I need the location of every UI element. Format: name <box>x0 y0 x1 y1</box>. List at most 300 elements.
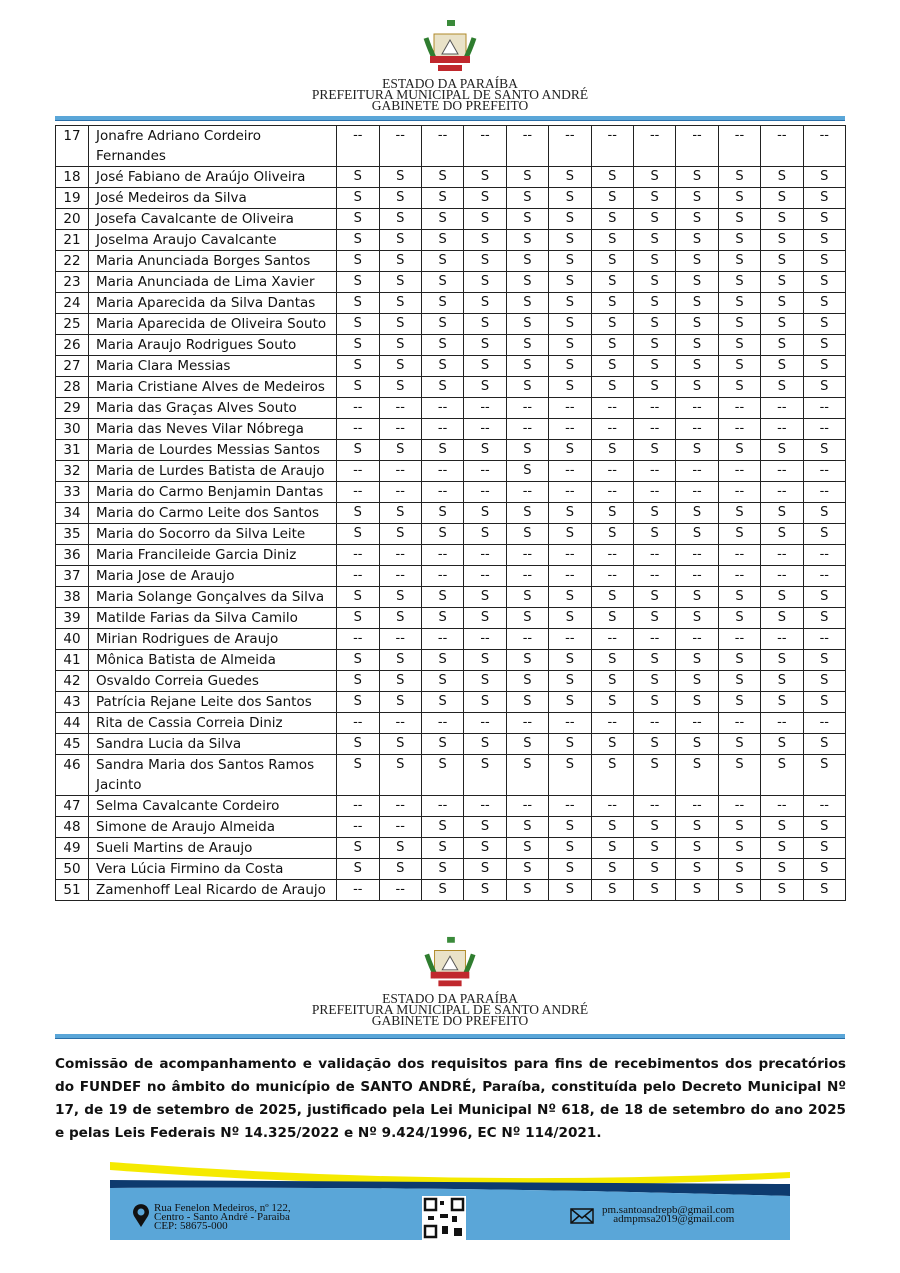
status-cell: S <box>591 440 633 461</box>
status-cell: -- <box>633 566 675 587</box>
table-row <box>56 880 846 901</box>
person-name: Vera Lúcia Firmino da Costa <box>89 859 337 880</box>
status-cell: S <box>676 377 718 398</box>
status-cell: -- <box>718 419 760 440</box>
table-row <box>56 167 846 188</box>
table-row <box>56 377 846 398</box>
row-number: 32 <box>56 461 89 482</box>
status-cell: S <box>676 272 718 293</box>
status-cell: -- <box>676 482 718 503</box>
status-cell: S <box>718 440 760 461</box>
status-cell: S <box>591 356 633 377</box>
status-cell: S <box>718 314 760 335</box>
status-cell: -- <box>761 629 803 650</box>
status-cell: S <box>718 587 760 608</box>
table-row <box>56 272 846 293</box>
status-cell: S <box>464 734 506 755</box>
email-envelope-icon <box>570 1206 594 1224</box>
row-number: 34 <box>56 503 89 524</box>
person-name: Maria Araujo Rodrigues Souto <box>89 335 337 356</box>
status-cell: S <box>379 377 421 398</box>
table-row <box>56 838 846 859</box>
status-cell: S <box>337 503 379 524</box>
qr-code-icon <box>422 1196 466 1240</box>
person-name: Zamenhoff Leal Ricardo de Araujo <box>89 880 337 901</box>
status-cell: -- <box>549 419 591 440</box>
status-cell: S <box>591 377 633 398</box>
status-cell: S <box>506 272 548 293</box>
row-number: 38 <box>56 587 89 608</box>
person-name: Patrícia Rejane Leite dos Santos <box>89 692 337 713</box>
person-name: Maria das Graças Alves Souto <box>89 398 337 419</box>
status-cell: -- <box>591 461 633 482</box>
status-cell: S <box>464 755 506 796</box>
status-cell: S <box>464 880 506 901</box>
status-cell: S <box>761 293 803 314</box>
status-cell: S <box>591 608 633 629</box>
status-cell: -- <box>421 713 463 734</box>
status-cell: S <box>464 209 506 230</box>
status-cell: S <box>379 755 421 796</box>
status-cell: S <box>591 188 633 209</box>
status-cell: S <box>761 650 803 671</box>
status-cell: -- <box>591 629 633 650</box>
status-cell: -- <box>337 398 379 419</box>
status-cell: -- <box>421 419 463 440</box>
status-cell: S <box>591 230 633 251</box>
header-divider <box>55 1034 845 1039</box>
person-name: Maria Anunciada de Lima Xavier <box>89 272 337 293</box>
status-cell: S <box>421 230 463 251</box>
status-cell: S <box>803 503 845 524</box>
person-name: Maria do Carmo Benjamin Dantas <box>89 482 337 503</box>
row-number: 47 <box>56 796 89 817</box>
status-cell: -- <box>549 545 591 566</box>
person-name: Selma Cavalcante Cordeiro <box>89 796 337 817</box>
status-cell: S <box>761 587 803 608</box>
status-cell: -- <box>676 796 718 817</box>
status-cell: S <box>464 859 506 880</box>
table-row <box>56 293 846 314</box>
status-cell: S <box>464 251 506 272</box>
table-row <box>56 734 846 755</box>
table-row <box>56 650 846 671</box>
status-cell: S <box>421 838 463 859</box>
status-cell: S <box>421 524 463 545</box>
status-cell: S <box>549 671 591 692</box>
status-cell: S <box>676 440 718 461</box>
status-cell: S <box>633 503 675 524</box>
person-name: Maria Clara Messias <box>89 356 337 377</box>
status-cell: S <box>803 859 845 880</box>
status-cell: -- <box>337 880 379 901</box>
status-cell: -- <box>464 126 506 167</box>
status-cell: S <box>549 335 591 356</box>
status-cell: S <box>591 859 633 880</box>
status-cell: S <box>506 314 548 335</box>
status-cell: -- <box>337 817 379 838</box>
person-name: Rita de Cassia Correia Diniz <box>89 713 337 734</box>
status-cell: S <box>506 650 548 671</box>
status-cell: S <box>506 524 548 545</box>
status-cell: S <box>506 734 548 755</box>
row-number: 25 <box>56 314 89 335</box>
table-row <box>56 251 846 272</box>
row-number: 26 <box>56 335 89 356</box>
status-cell: S <box>421 440 463 461</box>
status-cell: -- <box>591 419 633 440</box>
status-cell: S <box>506 692 548 713</box>
row-number: 37 <box>56 566 89 587</box>
row-number: 36 <box>56 545 89 566</box>
status-cell: S <box>676 859 718 880</box>
header-state: ESTADO DA PARAÍBA <box>382 76 518 91</box>
status-cell: S <box>761 188 803 209</box>
row-number: 43 <box>56 692 89 713</box>
status-cell: S <box>506 838 548 859</box>
status-cell: S <box>633 671 675 692</box>
status-cell: S <box>761 859 803 880</box>
status-cell: -- <box>421 482 463 503</box>
row-number: 45 <box>56 734 89 755</box>
table-row <box>56 545 846 566</box>
status-cell: -- <box>506 126 548 167</box>
status-cell: S <box>803 671 845 692</box>
table-row <box>56 314 846 335</box>
status-cell: -- <box>761 419 803 440</box>
status-cell: S <box>421 377 463 398</box>
person-name: Maria das Neves Vilar Nóbrega <box>89 419 337 440</box>
status-cell: S <box>591 524 633 545</box>
status-cell: S <box>549 524 591 545</box>
row-number: 20 <box>56 209 89 230</box>
row-number: 44 <box>56 713 89 734</box>
status-cell: S <box>464 272 506 293</box>
status-cell: -- <box>421 398 463 419</box>
status-cell: S <box>761 524 803 545</box>
status-cell: S <box>337 671 379 692</box>
status-cell: -- <box>421 629 463 650</box>
status-cell: -- <box>761 566 803 587</box>
status-cell: S <box>464 335 506 356</box>
status-cell: S <box>379 587 421 608</box>
status-cell: S <box>506 230 548 251</box>
status-cell: -- <box>379 482 421 503</box>
status-cell: S <box>549 377 591 398</box>
status-cell: -- <box>379 880 421 901</box>
status-cell: S <box>676 524 718 545</box>
status-cell: S <box>379 440 421 461</box>
person-name: Mônica Batista de Almeida <box>89 650 337 671</box>
status-cell: S <box>591 587 633 608</box>
status-cell: S <box>803 817 845 838</box>
status-cell: -- <box>506 482 548 503</box>
status-cell: S <box>761 503 803 524</box>
table-row <box>56 713 846 734</box>
status-cell: S <box>549 755 591 796</box>
status-cell: S <box>421 650 463 671</box>
status-cell: S <box>549 251 591 272</box>
status-cell: S <box>379 524 421 545</box>
status-cell: S <box>761 440 803 461</box>
commission-statement: Comissão de acompanhamento e validação dos requisitos para fins de recebimentos dos precatórios do FUNDEF no âmbito do município de SANTO ANDRÉ, Paraíba, constituída pelo Decreto Municipal Nº 17, de 19 de setembro de 2025, justificado pela Lei Municipal Nº 618, de 18 de setembro do ano 2025 e pelas Leis Federais Nº 14.325/2022 e Nº 9.424/1996, EC Nº 114/2021. <box>55 1056 846 1141</box>
status-cell: S <box>379 314 421 335</box>
table-row <box>56 817 846 838</box>
status-cell: S <box>676 734 718 755</box>
status-cell: S <box>676 671 718 692</box>
status-cell: -- <box>506 629 548 650</box>
status-cell: -- <box>761 482 803 503</box>
status-cell: S <box>761 608 803 629</box>
status-cell: S <box>761 377 803 398</box>
status-cell: S <box>633 188 675 209</box>
status-cell: S <box>421 251 463 272</box>
status-cell: S <box>549 230 591 251</box>
row-number: 30 <box>56 419 89 440</box>
status-cell: S <box>718 734 760 755</box>
status-cell: -- <box>506 796 548 817</box>
status-cell: S <box>464 817 506 838</box>
page-header-2 <box>0 935 900 1026</box>
row-number: 51 <box>56 880 89 901</box>
status-cell: S <box>464 587 506 608</box>
table-row <box>56 188 846 209</box>
status-cell: S <box>633 859 675 880</box>
status-cell: S <box>633 440 675 461</box>
status-cell: -- <box>464 419 506 440</box>
table-row <box>56 524 846 545</box>
status-cell: S <box>633 314 675 335</box>
status-cell: -- <box>676 398 718 419</box>
status-cell: S <box>506 251 548 272</box>
status-cell: -- <box>379 419 421 440</box>
coat-of-arms-logo <box>420 935 480 993</box>
status-cell: -- <box>506 398 548 419</box>
status-cell: S <box>633 587 675 608</box>
status-cell: S <box>633 692 675 713</box>
status-cell: S <box>379 356 421 377</box>
table-row <box>56 566 846 587</box>
status-cell: -- <box>761 126 803 167</box>
status-cell: -- <box>633 796 675 817</box>
row-number: 46 <box>56 755 89 796</box>
status-cell: -- <box>464 461 506 482</box>
status-cell: S <box>676 755 718 796</box>
table-row <box>56 419 846 440</box>
status-cell: S <box>803 314 845 335</box>
status-cell: -- <box>676 566 718 587</box>
table-row <box>56 503 846 524</box>
status-cell: S <box>379 734 421 755</box>
status-cell: -- <box>379 713 421 734</box>
row-number: 42 <box>56 671 89 692</box>
row-number: 18 <box>56 167 89 188</box>
status-cell: S <box>464 188 506 209</box>
status-cell: -- <box>506 566 548 587</box>
status-cell: -- <box>761 796 803 817</box>
header-state: ESTADO DA PARAÍBA <box>382 991 518 1006</box>
status-cell: S <box>633 356 675 377</box>
status-cell: S <box>379 608 421 629</box>
status-cell: -- <box>591 713 633 734</box>
header-gabinete: GABINETE DO PREFEITO <box>371 1013 529 1028</box>
status-cell: -- <box>549 566 591 587</box>
status-cell: -- <box>506 545 548 566</box>
status-cell: -- <box>803 482 845 503</box>
status-cell: -- <box>633 419 675 440</box>
status-cell: S <box>633 650 675 671</box>
status-cell: S <box>506 377 548 398</box>
status-cell: S <box>337 167 379 188</box>
row-number: 40 <box>56 629 89 650</box>
status-cell: S <box>506 335 548 356</box>
status-cell: S <box>379 209 421 230</box>
status-cell: -- <box>506 713 548 734</box>
status-cell: S <box>676 503 718 524</box>
person-name: Maria de Lourdes Messias Santos <box>89 440 337 461</box>
status-cell: -- <box>549 629 591 650</box>
status-cell: S <box>591 817 633 838</box>
status-cell: -- <box>549 796 591 817</box>
status-cell: S <box>718 671 760 692</box>
status-cell: S <box>379 272 421 293</box>
status-cell: S <box>464 608 506 629</box>
status-cell: -- <box>549 713 591 734</box>
status-cell: S <box>464 503 506 524</box>
status-cell: -- <box>676 545 718 566</box>
row-number: 50 <box>56 859 89 880</box>
status-cell: S <box>761 838 803 859</box>
table-row <box>56 755 846 796</box>
status-cell: S <box>803 608 845 629</box>
status-cell: S <box>421 671 463 692</box>
status-cell: -- <box>591 398 633 419</box>
status-cell: S <box>337 608 379 629</box>
status-cell: -- <box>761 713 803 734</box>
status-cell: S <box>718 817 760 838</box>
status-cell: -- <box>633 461 675 482</box>
status-cell: S <box>421 692 463 713</box>
status-cell: -- <box>421 461 463 482</box>
status-cell: -- <box>421 566 463 587</box>
status-cell: S <box>761 692 803 713</box>
status-cell: S <box>421 188 463 209</box>
person-name: Mirian Rodrigues de Araujo <box>89 629 337 650</box>
status-cell: -- <box>591 545 633 566</box>
status-cell: S <box>633 838 675 859</box>
status-cell: -- <box>718 796 760 817</box>
row-number: 17 <box>56 126 89 167</box>
row-number: 22 <box>56 251 89 272</box>
row-number: 31 <box>56 440 89 461</box>
status-cell: S <box>633 524 675 545</box>
status-cell: S <box>506 587 548 608</box>
status-cell: S <box>591 335 633 356</box>
status-cell: -- <box>718 566 760 587</box>
status-cell: -- <box>591 482 633 503</box>
status-cell: S <box>761 671 803 692</box>
row-number: 49 <box>56 838 89 859</box>
status-cell: -- <box>803 398 845 419</box>
status-cell: S <box>421 859 463 880</box>
status-cell: S <box>337 293 379 314</box>
status-cell: -- <box>718 126 760 167</box>
status-cell: S <box>761 230 803 251</box>
status-cell: S <box>464 167 506 188</box>
status-cell: S <box>379 230 421 251</box>
row-number: 28 <box>56 377 89 398</box>
person-name: Matilde Farias da Silva Camilo <box>89 608 337 629</box>
status-cell: S <box>718 251 760 272</box>
status-cell: S <box>718 272 760 293</box>
status-cell: S <box>676 335 718 356</box>
row-number: 39 <box>56 608 89 629</box>
person-name: Maria Cristiane Alves de Medeiros <box>89 377 337 398</box>
row-number: 29 <box>56 398 89 419</box>
status-cell: S <box>506 503 548 524</box>
status-cell: S <box>421 314 463 335</box>
status-cell: S <box>549 734 591 755</box>
status-cell: S <box>803 230 845 251</box>
status-cell: S <box>803 167 845 188</box>
status-cell: S <box>506 167 548 188</box>
status-cell: S <box>803 692 845 713</box>
row-number: 35 <box>56 524 89 545</box>
status-cell: S <box>633 377 675 398</box>
status-cell: -- <box>718 461 760 482</box>
status-cell: S <box>506 461 548 482</box>
status-cell: S <box>464 838 506 859</box>
row-number: 41 <box>56 650 89 671</box>
status-cell: S <box>549 440 591 461</box>
status-cell: -- <box>591 126 633 167</box>
status-cell: S <box>676 209 718 230</box>
status-cell: S <box>591 272 633 293</box>
status-cell: S <box>379 671 421 692</box>
status-cell: S <box>337 314 379 335</box>
status-cell: -- <box>379 629 421 650</box>
status-cell: S <box>549 608 591 629</box>
attendance-table <box>55 125 846 901</box>
status-cell: -- <box>337 713 379 734</box>
status-cell: S <box>676 230 718 251</box>
table-row <box>56 692 846 713</box>
status-cell: -- <box>337 126 379 167</box>
status-cell: -- <box>591 566 633 587</box>
status-cell: S <box>676 251 718 272</box>
status-cell: -- <box>633 398 675 419</box>
status-cell: -- <box>633 482 675 503</box>
status-cell: S <box>633 293 675 314</box>
status-cell: S <box>718 503 760 524</box>
status-cell: S <box>421 503 463 524</box>
status-cell: S <box>803 356 845 377</box>
status-cell: -- <box>718 482 760 503</box>
status-cell: -- <box>337 482 379 503</box>
status-cell: S <box>337 859 379 880</box>
status-cell: S <box>379 859 421 880</box>
status-cell: S <box>803 251 845 272</box>
status-cell: -- <box>718 713 760 734</box>
status-cell: S <box>761 734 803 755</box>
status-cell: S <box>633 230 675 251</box>
status-cell: -- <box>761 461 803 482</box>
status-cell: S <box>803 587 845 608</box>
status-cell: S <box>718 293 760 314</box>
status-cell: S <box>761 251 803 272</box>
row-number: 23 <box>56 272 89 293</box>
status-cell: S <box>421 167 463 188</box>
